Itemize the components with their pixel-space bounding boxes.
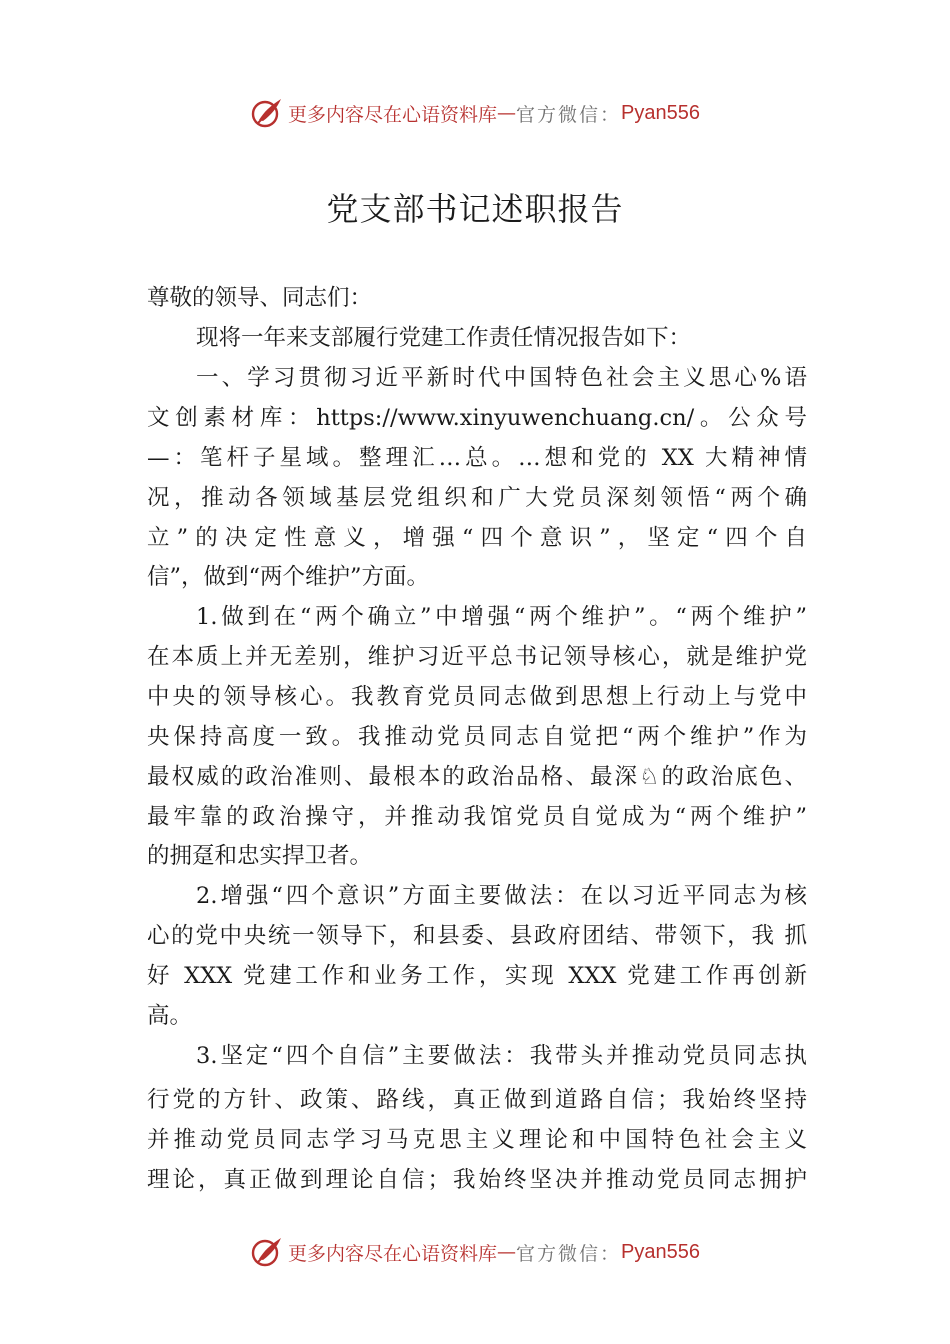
body-line: 3.坚定“四个自信”主要做法：我带头并推动党员同志执 xyxy=(196,1043,807,1069)
body-line: 的拥趸和忠实捍卫者。 xyxy=(147,843,373,869)
body-line: 中央的领导核心。我教育党员同志做到思想上行动上与党中 xyxy=(147,684,807,710)
watermark-dash: — xyxy=(497,102,517,124)
watermark-wechat-id: Pyan556 xyxy=(621,101,700,124)
body-line: 信”，做到“两个维护”方面。 xyxy=(147,564,430,590)
watermark-wechat-label: 官方微信： xyxy=(516,1242,622,1265)
watermark-banner-bottom xyxy=(0,1232,950,1272)
body-line: 央保持高度一致。我推动党员同志自觉把“两个维护”作为 xyxy=(147,724,807,750)
body-line: 行党的方针、政策、路线，真正做到道路自信；我始终坚持 xyxy=(147,1087,807,1113)
quill-pen-logo-icon xyxy=(250,1235,284,1269)
body-line: 1.做到在“两个确立”中增强“两个维护”。“两个维护” xyxy=(196,604,807,630)
body-line: 并推动党员同志学习马克思主义理论和中国特色社会主义 xyxy=(147,1127,807,1153)
watermark-library-text: 更多内容尽在心语资料库 xyxy=(288,103,498,126)
document-title: 党支部书记述职报告 xyxy=(326,190,624,228)
body-line: —：笔杆子星域。整理汇…总。…想和党的 XX 大精神情 xyxy=(147,445,807,471)
body-line: 尊敬的领导、同志们： xyxy=(147,285,373,311)
body-line: 文创素材库：https://www.xinyuwenchuang.cn/。公众号 xyxy=(147,405,807,431)
body-line: 最牢靠的政治操守，并推动我馆党员自觉成为“两个维护” xyxy=(147,804,807,830)
body-line: 立”的决定性意义，增强“四个意识”，坚定“四个自 xyxy=(147,525,807,551)
quill-pen-logo-icon xyxy=(250,96,284,130)
watermark-banner-top xyxy=(0,93,950,133)
watermark-dash: — xyxy=(497,1241,517,1263)
watermark-wechat-label: 官方微信： xyxy=(516,103,622,126)
body-line: 在本质上并无差别，维护习近平总书记领导核心，就是维护党 xyxy=(147,644,807,670)
body-line: 2.增强“四个意识”方面主要做法：在以习近平同志为核 xyxy=(196,883,807,909)
body-line: 最权威的政治准则、最根本的政治品格、最深♘的政治底色、 xyxy=(147,764,807,790)
body-line: 心的党中央统一领导下，和县委、县政府团结、带领下，我 抓 xyxy=(147,923,807,949)
body-line: 好 XXX 党建工作和业务工作，实现 XXX 党建工作再创新 xyxy=(147,963,807,989)
body-line: 况，推动各领域基层党组织和广大党员深刻领悟“两个确 xyxy=(147,485,807,511)
body-line: 现将一年来支部履行党建工作责任情况报告如下： xyxy=(196,325,692,351)
body-line: 高。 xyxy=(147,1003,193,1029)
watermark-library-text: 更多内容尽在心语资料库 xyxy=(288,1242,498,1265)
body-line: 理论，真正做到理论自信；我始终坚决并推动党员同志拥护 xyxy=(147,1167,807,1193)
watermark-wechat-id: Pyan556 xyxy=(621,1240,700,1263)
body-line: 一、学习贯彻习近平新时代中国特色社会主义思心%语 xyxy=(196,365,807,391)
